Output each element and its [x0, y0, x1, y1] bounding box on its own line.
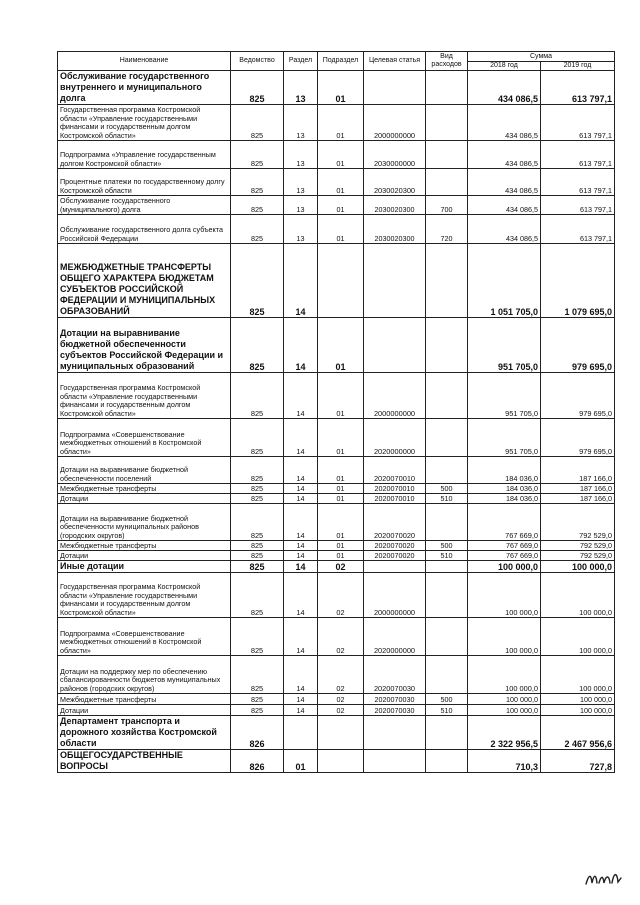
table-row: [58, 215, 615, 244]
row-subsection: 02: [318, 618, 364, 656]
row-section: 14: [284, 694, 318, 705]
row-name: Межбюджетные трансферты: [58, 541, 231, 551]
row-sum-2018: 951 705,0: [468, 318, 541, 373]
row-kind: 500: [426, 694, 468, 705]
row-name: Дотации на выравнивание бюджетной обеспеченности субъектов Российской Федерации и муниципальных образований: [58, 318, 231, 373]
row-sum-2018: 100 000,0: [468, 618, 541, 656]
table-row: [58, 716, 615, 750]
table-row: [58, 573, 615, 618]
table-row: [58, 105, 615, 141]
row-name: Дотации: [58, 494, 231, 504]
row-sum-2018: 434 086,5: [468, 169, 541, 196]
table-row: [58, 196, 615, 215]
row-section: 13: [284, 196, 318, 215]
table-row: [58, 494, 615, 504]
row-dept: 825: [231, 573, 284, 618]
row-sum-2018: 2 322 956,5: [468, 716, 541, 750]
row-target: [364, 561, 426, 573]
table-row: [58, 141, 615, 169]
row-sum-2019: 187 166,0: [541, 457, 615, 484]
row-section: 13: [284, 71, 318, 105]
row-section: 14: [284, 318, 318, 373]
row-subsection: 01: [318, 169, 364, 196]
row-subsection: 01: [318, 318, 364, 373]
row-sum-2018: 100 000,0: [468, 694, 541, 705]
row-kind: [426, 457, 468, 484]
table-row: [58, 244, 615, 318]
row-name: МЕЖБЮДЖЕТНЫЕ ТРАНСФЕРТЫ ОБЩЕГО ХАРАКТЕРА БЮДЖЕТАМ СУБЪЕКТОВ РОССИЙСКОЙ ФЕДЕРАЦИИ И МУНИЦИПАЛЬНЫХ ОБРАЗОВАНИЙ: [58, 244, 231, 318]
row-sum-2018: 1 051 705,0: [468, 244, 541, 318]
row-dept: 825: [231, 504, 284, 541]
row-subsection: 01: [318, 71, 364, 105]
row-sum-2019: 613 797,1: [541, 105, 615, 141]
row-section: [284, 716, 318, 750]
row-dept: 825: [231, 215, 284, 244]
row-sum-2019: 187 166,0: [541, 494, 615, 504]
row-name: Обслуживание государственного (муниципального) долга: [58, 196, 231, 215]
table-row: [58, 484, 615, 494]
row-sum-2018: 951 705,0: [468, 419, 541, 457]
row-sum-2019: 792 529,0: [541, 504, 615, 541]
row-kind: [426, 716, 468, 750]
row-kind: 510: [426, 494, 468, 504]
row-subsection: 01: [318, 105, 364, 141]
row-section: 14: [284, 561, 318, 573]
row-subsection: 01: [318, 215, 364, 244]
row-sum-2019: 2 467 956,6: [541, 716, 615, 750]
table-row: [58, 618, 615, 656]
row-name: Государственная программа Костромской области «Управление государственными финансами и государственным долгом Костромской области»: [58, 373, 231, 419]
row-name: Подпрограмма «Управление государственным долгом Костромской области»: [58, 141, 231, 169]
row-subsection: 01: [318, 494, 364, 504]
row-dept: 825: [231, 561, 284, 573]
row-kind: [426, 618, 468, 656]
row-name: ОБЩЕГОСУДАРСТВЕННЫЕ ВОПРОСЫ: [58, 750, 231, 773]
row-kind: [426, 71, 468, 105]
row-sum-2018: 184 036,0: [468, 494, 541, 504]
row-kind: [426, 656, 468, 694]
row-target: 2020000000: [364, 419, 426, 457]
row-kind: [426, 504, 468, 541]
row-name: Межбюджетные трансферты: [58, 484, 231, 494]
table-row: [58, 373, 615, 419]
row-section: 13: [284, 141, 318, 169]
row-name: Иные дотации: [58, 561, 231, 573]
row-target: [364, 716, 426, 750]
page-number-signature: [583, 866, 623, 888]
row-kind: [426, 318, 468, 373]
row-subsection: 01: [318, 541, 364, 551]
row-subsection: 02: [318, 656, 364, 694]
row-sum-2019: 100 000,0: [541, 561, 615, 573]
row-name: Государственная программа Костромской области «Управление государственными финансами и государственным долгом Костромской области»: [58, 105, 231, 141]
row-sum-2019: 979 695,0: [541, 318, 615, 373]
row-sum-2018: 951 705,0: [468, 373, 541, 419]
row-section: 14: [284, 419, 318, 457]
row-section: 14: [284, 551, 318, 561]
row-subsection: 01: [318, 196, 364, 215]
row-sum-2019: 1 079 695,0: [541, 244, 615, 318]
row-subsection: 01: [318, 457, 364, 484]
row-kind: [426, 169, 468, 196]
row-target: 2020070010: [364, 484, 426, 494]
row-sum-2018: 767 669,0: [468, 541, 541, 551]
budget-table: [57, 51, 615, 773]
row-sum-2018: 434 086,5: [468, 215, 541, 244]
row-section: 14: [284, 656, 318, 694]
row-name: Обслуживание государственного внутреннего и муниципального долга: [58, 71, 231, 105]
row-dept: 825: [231, 551, 284, 561]
table-row: [58, 551, 615, 561]
row-target: 2020070020: [364, 504, 426, 541]
table-body: [58, 71, 615, 773]
row-name: Дотации: [58, 705, 231, 716]
row-sum-2019: 613 797,1: [541, 169, 615, 196]
row-target: 2030000000: [364, 141, 426, 169]
row-sum-2019: 792 529,0: [541, 551, 615, 561]
row-section: 13: [284, 169, 318, 196]
row-kind: [426, 419, 468, 457]
row-target: 2020070020: [364, 551, 426, 561]
row-sum-2018: 184 036,0: [468, 457, 541, 484]
table-header: [58, 52, 615, 71]
row-sum-2019: 792 529,0: [541, 541, 615, 551]
row-target: 2020070010: [364, 494, 426, 504]
row-section: 14: [284, 244, 318, 318]
row-sum-2018: 100 000,0: [468, 573, 541, 618]
row-target: 2020070030: [364, 705, 426, 716]
row-name: Обслуживание государственного долга субъекта Российской Федерации: [58, 215, 231, 244]
table-row: [58, 457, 615, 484]
header-dept: Ведомство: [231, 52, 284, 71]
row-dept: 825: [231, 705, 284, 716]
row-dept: 825: [231, 105, 284, 141]
row-target: 2030020300: [364, 196, 426, 215]
row-subsection: 02: [318, 561, 364, 573]
row-dept: 825: [231, 419, 284, 457]
row-sum-2019: 613 797,1: [541, 141, 615, 169]
table-row: [58, 169, 615, 196]
row-name: Дотации на выравнивание бюджетной обеспеченности муниципальных районов (городских округов): [58, 504, 231, 541]
row-sum-2019: 100 000,0: [541, 705, 615, 716]
row-kind: [426, 561, 468, 573]
row-sum-2018: 100 000,0: [468, 656, 541, 694]
row-sum-2018: 434 086,5: [468, 105, 541, 141]
row-sum-2019: 100 000,0: [541, 656, 615, 694]
row-sum-2019: 979 695,0: [541, 373, 615, 419]
table-row: [58, 694, 615, 705]
row-section: 14: [284, 705, 318, 716]
row-kind: 700: [426, 196, 468, 215]
row-dept: 826: [231, 750, 284, 773]
row-target: 2000000000: [364, 573, 426, 618]
row-sum-2018: 767 669,0: [468, 551, 541, 561]
row-sum-2019: 613 797,1: [541, 196, 615, 215]
row-section: 14: [284, 504, 318, 541]
row-dept: 825: [231, 318, 284, 373]
row-subsection: 01: [318, 504, 364, 541]
row-target: [364, 318, 426, 373]
row-kind: 720: [426, 215, 468, 244]
row-name: Процентные платежи по государственному долгу Костромской области: [58, 169, 231, 196]
row-target: 2020070020: [364, 541, 426, 551]
header-kind: Вид расходов: [426, 52, 468, 71]
table-row: [58, 656, 615, 694]
row-target: 2020070010: [364, 457, 426, 484]
row-dept: 825: [231, 618, 284, 656]
table-row: [58, 750, 615, 773]
row-kind: [426, 573, 468, 618]
row-sum-2018: 184 036,0: [468, 484, 541, 494]
row-kind: [426, 750, 468, 773]
table-row: [58, 318, 615, 373]
row-sum-2019: 100 000,0: [541, 573, 615, 618]
row-section: 14: [284, 494, 318, 504]
header-target: Целевая статья: [364, 52, 426, 71]
row-target: 2000000000: [364, 373, 426, 419]
row-target: [364, 71, 426, 105]
row-sum-2018: 767 669,0: [468, 504, 541, 541]
row-section: 01: [284, 750, 318, 773]
header-year-2019: 2019 год: [541, 62, 615, 71]
row-dept: 826: [231, 716, 284, 750]
row-sum-2019: 613 797,1: [541, 71, 615, 105]
row-sum-2019: 187 166,0: [541, 484, 615, 494]
header-sum: Сумма: [468, 52, 615, 62]
row-target: 2020070030: [364, 656, 426, 694]
row-dept: 825: [231, 71, 284, 105]
row-dept: 825: [231, 244, 284, 318]
row-subsection: 02: [318, 705, 364, 716]
table-row: [58, 419, 615, 457]
row-section: 14: [284, 484, 318, 494]
row-target: [364, 244, 426, 318]
row-name: Дотации: [58, 551, 231, 561]
row-name: Межбюджетные трансферты: [58, 694, 231, 705]
row-sum-2019: 100 000,0: [541, 618, 615, 656]
row-sum-2019: 979 695,0: [541, 419, 615, 457]
row-kind: [426, 373, 468, 419]
row-dept: 825: [231, 196, 284, 215]
row-dept: 825: [231, 541, 284, 551]
table-row: [58, 541, 615, 551]
row-subsection: 01: [318, 373, 364, 419]
row-subsection: 01: [318, 484, 364, 494]
row-section: 14: [284, 541, 318, 551]
header-subsection: Подраздел: [318, 52, 364, 71]
row-dept: 825: [231, 484, 284, 494]
row-subsection: 01: [318, 141, 364, 169]
header-section: Раздел: [284, 52, 318, 71]
row-name: Дотации на выравнивание бюджетной обеспеченности поселений: [58, 457, 231, 484]
table-row: [58, 71, 615, 105]
row-kind: [426, 244, 468, 318]
table-row: [58, 561, 615, 573]
row-dept: 825: [231, 373, 284, 419]
row-name: Государственная программа Костромской области «Управление государственными финансами и государственным долгом Костромской области»: [58, 573, 231, 618]
row-name: Подпрограмма «Совершенствование межбюджетных отношений в Костромской области»: [58, 618, 231, 656]
row-dept: 825: [231, 694, 284, 705]
row-sum-2018: 434 086,5: [468, 71, 541, 105]
row-sum-2018: 434 086,5: [468, 196, 541, 215]
row-sum-2018: 100 000,0: [468, 561, 541, 573]
row-name: Дотации на поддержку мер по обеспечению сбалансированности бюджетов муниципальных районов (городских округов): [58, 656, 231, 694]
row-subsection: 01: [318, 419, 364, 457]
budget-table-sheet: [57, 51, 614, 773]
row-section: 13: [284, 215, 318, 244]
row-dept: 825: [231, 169, 284, 196]
row-sum-2019: 727,8: [541, 750, 615, 773]
row-sum-2018: 434 086,5: [468, 141, 541, 169]
table-row: [58, 705, 615, 716]
row-target: 2030020300: [364, 215, 426, 244]
row-section: 14: [284, 457, 318, 484]
row-section: 14: [284, 618, 318, 656]
row-subsection: 02: [318, 573, 364, 618]
row-section: 14: [284, 373, 318, 419]
row-subsection: 01: [318, 551, 364, 561]
row-target: 2030020300: [364, 169, 426, 196]
row-dept: 825: [231, 457, 284, 484]
row-target: [364, 750, 426, 773]
row-kind: [426, 141, 468, 169]
row-target: 2020000000: [364, 618, 426, 656]
row-section: 13: [284, 105, 318, 141]
row-kind: 510: [426, 551, 468, 561]
row-sum-2018: 100 000,0: [468, 705, 541, 716]
row-sum-2019: 100 000,0: [541, 694, 615, 705]
header-name: Наименование: [58, 52, 231, 71]
row-section: 14: [284, 573, 318, 618]
row-kind: [426, 105, 468, 141]
row-name: Подпрограмма «Совершенствование межбюджетных отношений в Костромской области»: [58, 419, 231, 457]
row-subsection: [318, 716, 364, 750]
header-year-2018: 2018 год: [468, 62, 541, 71]
row-name: Департамент транспорта и дорожного хозяйства Костромской области: [58, 716, 231, 750]
row-dept: 825: [231, 494, 284, 504]
row-kind: 500: [426, 541, 468, 551]
row-dept: 825: [231, 656, 284, 694]
row-sum-2018: 710,3: [468, 750, 541, 773]
row-target: 2000000000: [364, 105, 426, 141]
table-row: [58, 504, 615, 541]
row-sum-2019: 613 797,1: [541, 215, 615, 244]
row-kind: 510: [426, 705, 468, 716]
row-subsection: [318, 244, 364, 318]
row-target: 2020070030: [364, 694, 426, 705]
row-subsection: [318, 750, 364, 773]
row-subsection: 02: [318, 694, 364, 705]
row-kind: 500: [426, 484, 468, 494]
row-dept: 825: [231, 141, 284, 169]
